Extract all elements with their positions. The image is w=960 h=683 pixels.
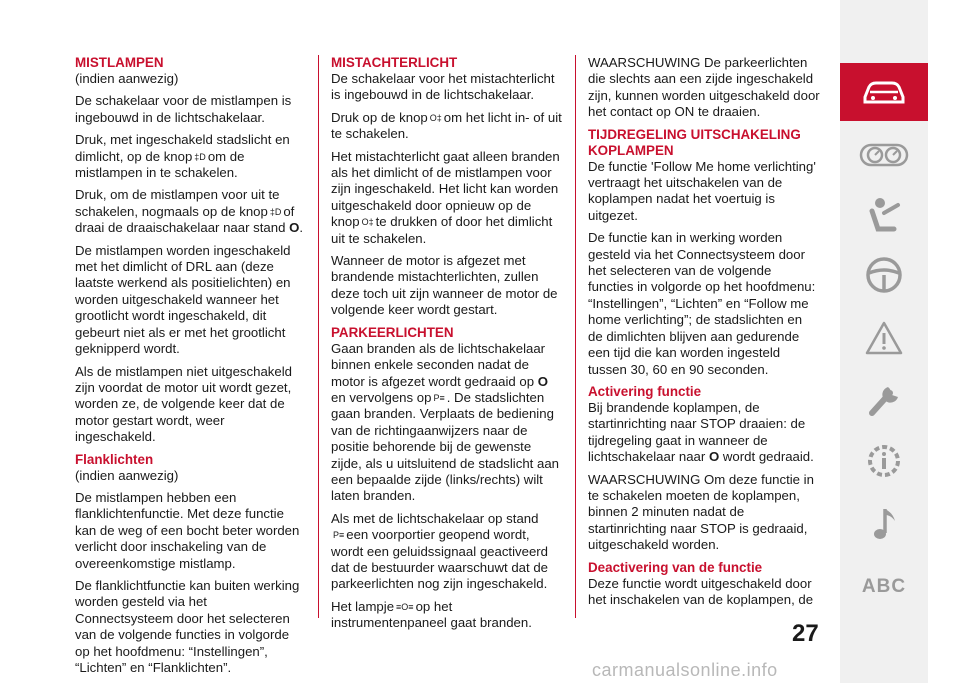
sidebar-item-multimedia[interactable]: [840, 494, 928, 552]
paragraph: [331, 110, 563, 143]
paragraph: [75, 187, 307, 236]
paragraph: De mistlampen worden ingeschakeld met het dimlicht of DRL aan (deze laatste werkend als positielichten) en worden uitgeschakeld wanneer het grootlicht wordt ingeschakeld, dit gebeurt niet als er met het grootlicht geknipperd wordt.: [75, 242, 291, 357]
paragraph: Deze functie wordt uitgeschakeld door het inschakelen van de koplampen, de: [588, 575, 814, 607]
column-2: [331, 55, 563, 638]
paragraph-text: . De stadslichten gaan branden. Verplaats de bediening van de richtingaanwijzers naar de positie behorende bij de gewenste zijde, als u uitsluitend de stadslicht aan een bepaalde zijde (links/rechts) wilt laten branden.: [331, 389, 559, 504]
paragraph: Wanneer de motor is afgezet met brandende mistachterlichten, zullen deze toch uit zijn wanneer de motor de volgende keer wordt gestart.: [331, 253, 558, 318]
paragraph-text: Bij brandende koplampen, de startinrichting naar STOP draaien: de tijdregeling gaat in wanneer de lichtschakelaar naar: [588, 399, 806, 465]
car-icon: [861, 77, 907, 107]
heading-tijdregeling: TIJDREGELING UITSCHAKELING KOPLAMPEN: [588, 126, 801, 158]
steering-wheel-icon: [864, 255, 904, 295]
sidebar-item-car[interactable]: [840, 63, 928, 121]
rear-fog-icon: O‡: [361, 217, 374, 228]
position-o: O: [289, 220, 300, 236]
paragraph: De schakelaar voor het mistachterlicht is ingebouwd in de lichtschakelaar.: [331, 71, 555, 103]
rear-fog-icon: O‡: [429, 112, 442, 123]
heading-mistachterlicht: MISTACHTERLICHT: [331, 55, 458, 70]
paragraph-text: en vervolgens op: [331, 389, 432, 405]
page-number: 27: [792, 620, 819, 647]
sidebar-item-safety[interactable]: [840, 186, 928, 244]
paragraph-text: of draai de draaischakelaar naar stand: [75, 203, 295, 236]
paragraph: [75, 132, 307, 181]
paragraph-text: Druk, met ingeschakeld stadslicht en dimlicht, op de knop: [75, 132, 290, 164]
paragraph-text: om de mistlampen in te schakelen.: [75, 148, 245, 181]
paragraph: WAARSCHUWING De parkeerlichten die slechts aan een zijde ingeschakeld zijn, kunnen worden uitgeschakeld door het contact op ON te draaien.: [588, 55, 820, 120]
paragraph: [331, 149, 563, 247]
column-divider: [575, 55, 576, 618]
warning-triangle-icon: [864, 320, 904, 356]
paragraph: (indien aanwezig): [75, 467, 179, 483]
column-3: [588, 55, 820, 614]
column-1: [75, 55, 307, 682]
heading-activering: Activering functie: [588, 383, 702, 399]
heading-parkeerlichten: PARKEERLICHTEN: [331, 324, 454, 340]
paragraph: De schakelaar voor de mistlampen is ingebouwd in de lichtschakelaar.: [75, 93, 292, 125]
info-gear-icon: [864, 441, 904, 481]
paragraph-text: Het mistachterlicht gaat alleen branden als het dimlicht of de mistlampen voor zijn ingeschakeld. Het licht kan worden uitgeschakeld door opnieuw op de knop: [331, 148, 560, 230]
paragraph-text: Het lampje: [331, 598, 395, 614]
wrench-icon: [864, 379, 904, 419]
airbag-seat-icon: [864, 195, 904, 235]
column-divider: [318, 55, 319, 618]
parking-light-icon: P≡: [333, 530, 345, 541]
paragraph-text: wordt gedraaid.: [722, 449, 814, 465]
paragraph: [331, 341, 563, 505]
heading-flanklichten: Flanklichten: [75, 451, 154, 467]
sidebar-item-dashboard[interactable]: [840, 126, 928, 184]
position-o: O: [708, 449, 720, 465]
side-light-icon: ≡O≡: [396, 601, 414, 612]
period: .: [299, 220, 304, 236]
paragraph-text: Gaan branden als de lichtschakelaar binnen enkele seconden nadat de motor is afgezet wordt gedraaid op: [331, 340, 546, 389]
index-label: ABC: [861, 576, 907, 597]
sidebar-item-index[interactable]: [840, 558, 928, 616]
heading-deactivering: Deactivering van de functie: [588, 559, 763, 575]
fog-light-icon: ‡D: [269, 206, 282, 217]
sidebar-item-warnings[interactable]: [840, 309, 928, 367]
paragraph: (indien aanwezig): [75, 71, 179, 86]
paragraph: [331, 511, 563, 593]
paragraph: [331, 599, 563, 632]
paragraph: WAARSCHUWING Om deze functie in te schakelen moeten de koplampen, binnen 2 minuten nadat de startinrichting naar STOP is gedraaid, uitgeschakeld worden.: [588, 471, 814, 553]
paragraph-text: te drukken of door het dimlicht uit te schakelen.: [331, 214, 553, 246]
watermark: carmanualsonline.info: [592, 660, 778, 680]
parking-light-icon: P≡: [433, 392, 445, 403]
paragraph-text: Druk op de knop: [331, 109, 428, 125]
paragraph: De mistlampen hebben een flanklichtenfunctie. Met deze functie kan de weg of een bocht beter worden verlicht door inschakeling van de overeenkomstige mistlamp.: [75, 489, 300, 571]
sidebar-item-technical-data[interactable]: [840, 432, 928, 490]
fog-light-icon: ‡D: [194, 151, 206, 162]
paragraph-text: een voorportier geopend wordt, wordt een geluidssignaal geactiveerd dat de bestuurder waarschuwt dat de parkeerlichten nog zijn ingeschakeld.: [331, 527, 549, 592]
paragraph-text: om het licht in- of uit te schakelen.: [331, 109, 562, 142]
paragraph: Als de mistlampen niet uitgeschakeld zijn voordat de motor uit wordt gezet, worden ze, de volgende keer dat de motor gestart wordt, weer ingeschakeld.: [75, 363, 292, 445]
paragraph: De functie 'Follow Me home verlichting' vertraagt het uitschakelen van de koplampen nadat het voertuig is uitgezet.: [588, 158, 816, 223]
paragraph: De flanklichtfunctie kan buiten werking worden gesteld via het Connectsysteem door het selecteren van de volgende functies in volgorde op het hoofdmenu: “Instellingen”, “Lichten” en “Flanklichten”.: [75, 577, 300, 675]
paragraph-text: Als met de lichtschakelaar op stand: [331, 510, 539, 526]
paragraph: [588, 400, 820, 466]
position-o: O: [537, 373, 548, 389]
sidebar-item-maintenance[interactable]: [840, 370, 928, 428]
dashboard-gauges-icon: [859, 141, 909, 169]
paragraph-text: op het instrumentenpaneel gaat branden.: [331, 598, 532, 631]
music-note-icon: [869, 503, 899, 543]
paragraph: De functie kan in werking worden gesteld via het Connectsysteem door het selecteren van de volgende functies in volgorde op het hoofdmenu: “Instellingen”, “Lichten” en “Follow me home verlichting”; de stadslichten en de dimlichten blijven aan gedurende een tijd die kan worden ingesteld tussen 30, 60 en 90 seconden.: [588, 230, 816, 377]
paragraph-text: Druk, om de mistlampen voor uit te schakelen, nogmaals op de knop: [75, 187, 280, 219]
sidebar-item-driving[interactable]: [840, 246, 928, 304]
heading-mistlampen: MISTLAMPEN: [75, 55, 164, 70]
